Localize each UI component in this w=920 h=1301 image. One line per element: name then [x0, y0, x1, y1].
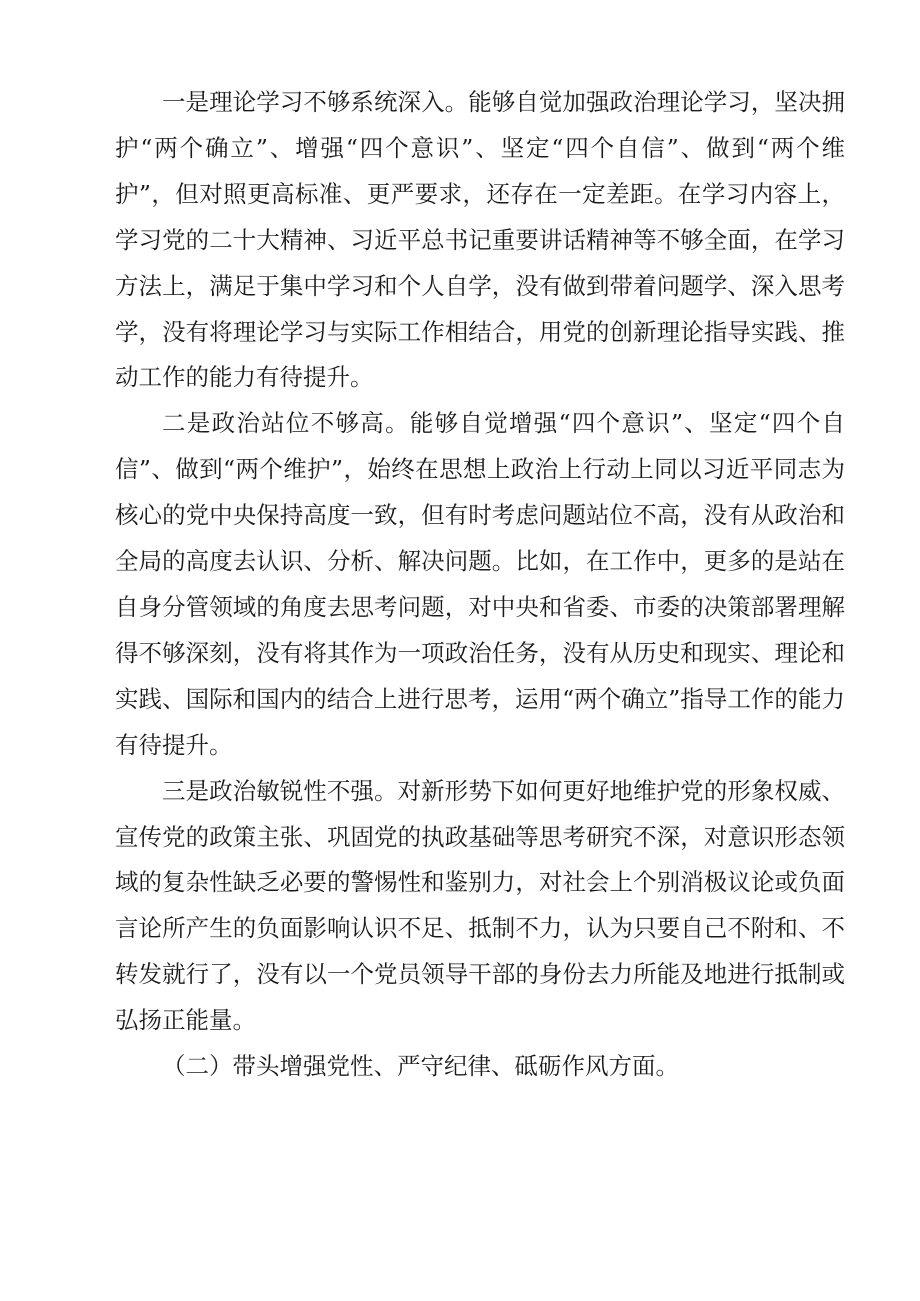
paragraph-political-stance: 二是政治站位不够高。能够自觉增强“四个意识”、坚定“四个自信”、做到“两个维护”，始终在思想上政治上行动上同以习近平同志为核心的党中央保持高度一致，但有时考虑问题站位不高，没有从政治和全局的高度去认识、分析、解决问题。比如，在工作中，更多的是站在自身分管领域的角度去思考问题，对中央和省委、市委的决策部署理解得不够深刻，没有将其作为一项政治任务，没有从历史和现实、理论和实践、国际和国内的结合上进行思考，运用“两个确立”指导工作的能力有待提升。: [115, 409, 845, 759]
section-heading: （二）带头增强党性、严守纪律、砥砺作风方面。: [162, 1052, 679, 1081]
paragraph-theory-study: 一是理论学习不够系统深入。能够自觉加强政治理论学习，坚决拥护“两个确立”、增强“四个意识”、坚定“四个自信”、做到“两个维护”，但对照更高标准、更严要求，还存在一定差距。在学习内容上，学习党的二十大精神、习近平总书记重要讲话精神等不够全面，在学习方法上，满足于集中学习和个人自学，没有做到带着问题学、深入思考学，没有将理论学习与实际工作相结合，用党的创新理论指导实践、推动工作的能力有待提升。: [115, 88, 845, 392]
paragraph-political-sensitivity: 三是政治敏锐性不强。对新形势下如何更好地维护党的形象权威、宣传党的政策主张、巩固党的执政基础等思考研究不深，对意识形态领域的复杂性缺乏必要的警惕性和鉴别力，对社会上个别消极议论或负面言论所产生的负面影响认识不足、抵制不力，认为只要自己不附和、不转发就行了，没有以一个党员领导干部的身份去力所能及地进行抵制或弘扬正能量。: [115, 776, 845, 1035]
document-body: [115, 80, 845, 1090]
